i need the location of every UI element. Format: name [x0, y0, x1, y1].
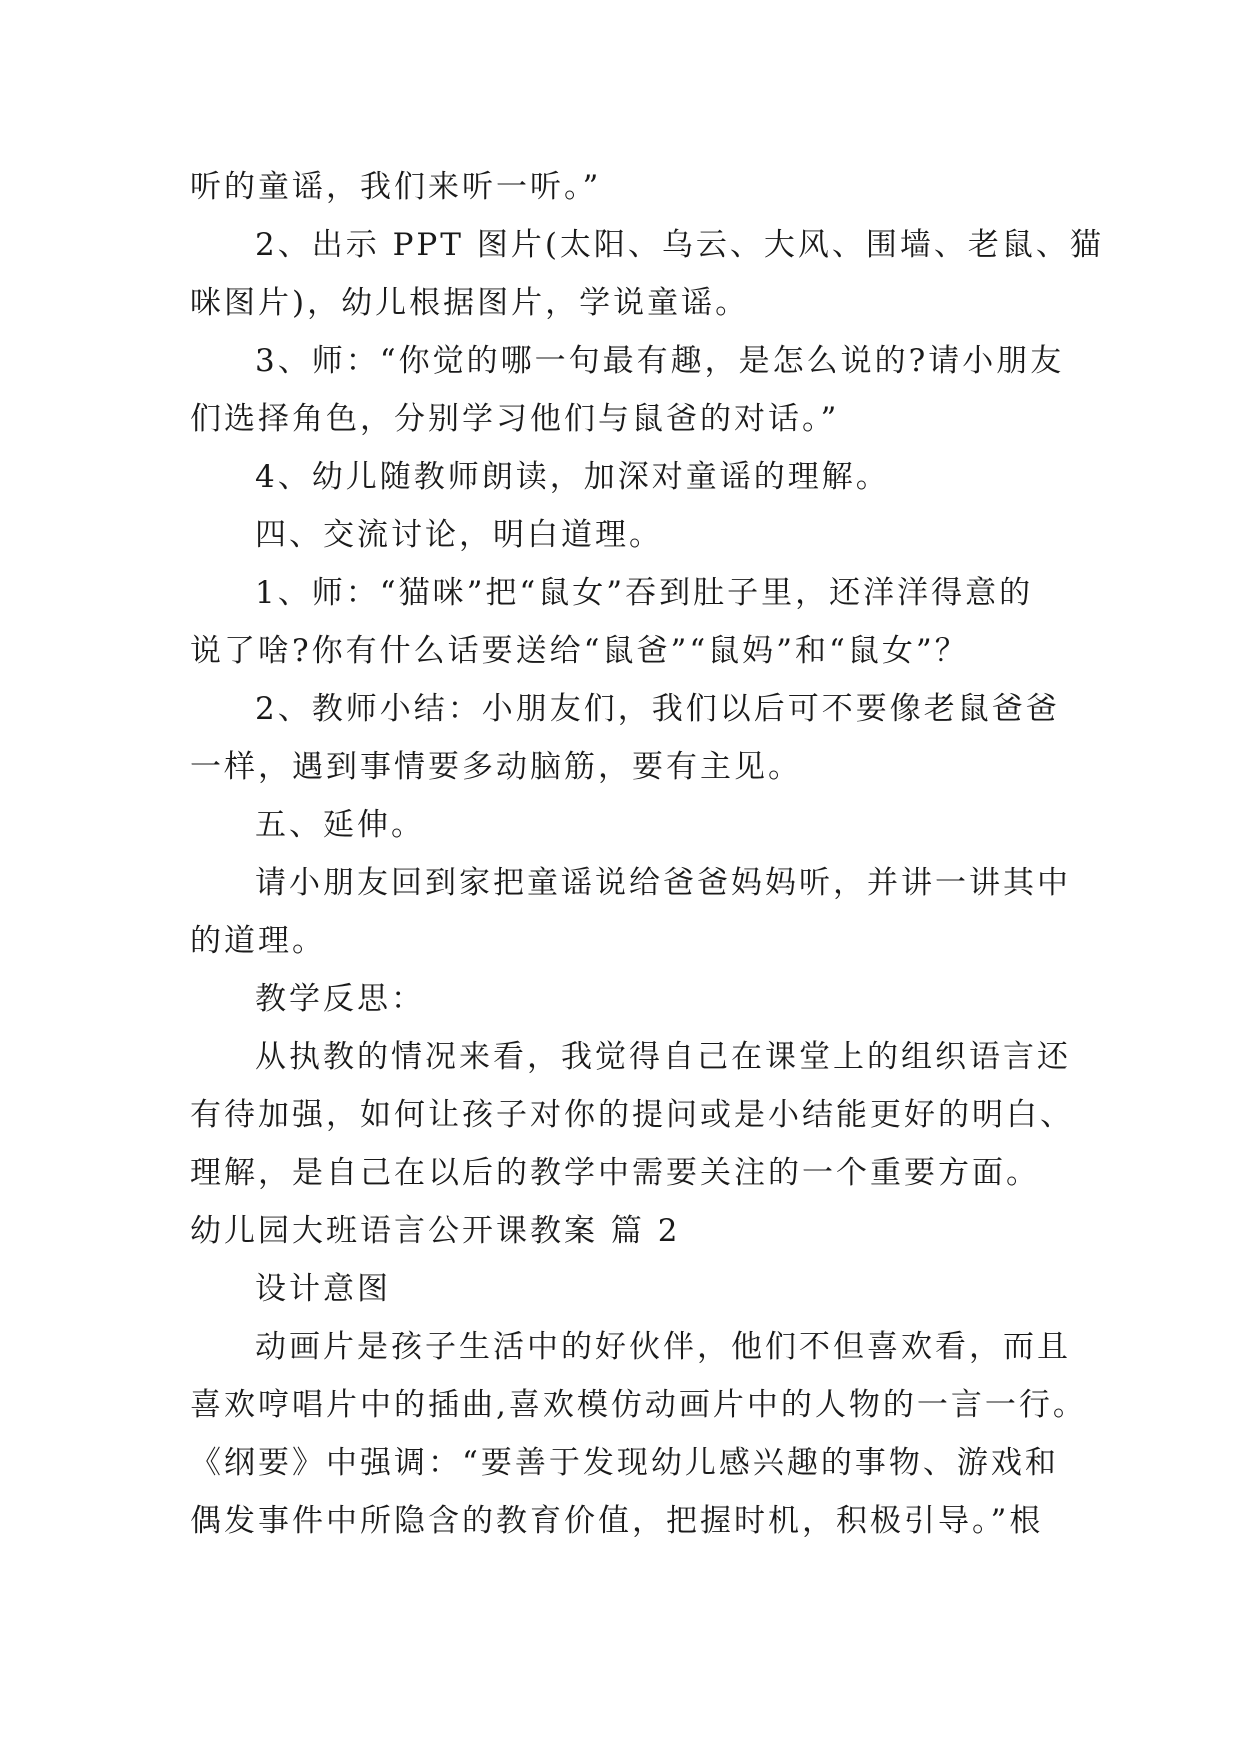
text-line: 偶发事件中所隐含的教育价值，把握时机，积极引导。”根: [190, 1503, 1044, 1539]
text-line: 们选择角色，分别学习他们与鼠爸的对话。”: [190, 401, 840, 437]
text-line: 咪图片)，幼儿根据图片，学说童谣。: [190, 285, 750, 321]
text-line: 1、师：“猫咪”把“鼠女”吞到肚子里，还洋洋得意的: [255, 575, 1034, 611]
text-line: 2、出示 PPT 图片(太阳、乌云、大风、围墙、老鼠、猫: [255, 227, 1104, 263]
text-line: 《纲要》中强调：“要善于发现幼儿感兴趣的事物、游戏和: [190, 1445, 1059, 1481]
text-line: 从执教的情况来看，我觉得自己在课堂上的组织语言还: [255, 1039, 1071, 1075]
text-line: 听的童谣，我们来听一听。”: [190, 169, 602, 205]
text-line: 喜欢哼唱片中的插曲,喜欢模仿动画片中的人物的一言一行。: [190, 1387, 1087, 1423]
text-line: 有待加强，如何让孩子对你的提问或是小结能更好的明白、: [190, 1097, 1074, 1133]
section-heading: 五、延伸。: [255, 807, 425, 843]
section-heading: 设计意图: [255, 1271, 391, 1307]
section-heading: 教学反思：: [255, 981, 425, 1017]
text-line: 2、教师小结：小朋友们，我们以后可不要像老鼠爸爸: [255, 691, 1060, 727]
text-line: 的道理。: [190, 923, 326, 959]
text-line: 理解，是自己在以后的教学中需要关注的一个重要方面。: [190, 1155, 1040, 1191]
text-line: 动画片是孩子生活中的好伙伴，他们不但喜欢看，而且: [255, 1329, 1071, 1365]
text-line: 一样，遇到事情要多动脑筋，要有主见。: [190, 749, 802, 785]
text-line: 请小朋友回到家把童谣说给爸爸妈妈听，并讲一讲其中: [255, 865, 1071, 901]
section-heading: 四、交流讨论，明白道理。: [255, 517, 663, 553]
text-line: 4、幼儿随教师朗读，加深对童谣的理解。: [255, 459, 890, 495]
text-line: 说了啥?你有什么话要送给“鼠爸”“鼠妈”和“鼠女”？: [190, 633, 969, 669]
text-line: 3、师：“你觉的哪一句最有趣，是怎么说的?请小朋友: [255, 343, 1065, 379]
document-title: 幼儿园大班语言公开课教案 篇 2: [190, 1213, 681, 1249]
